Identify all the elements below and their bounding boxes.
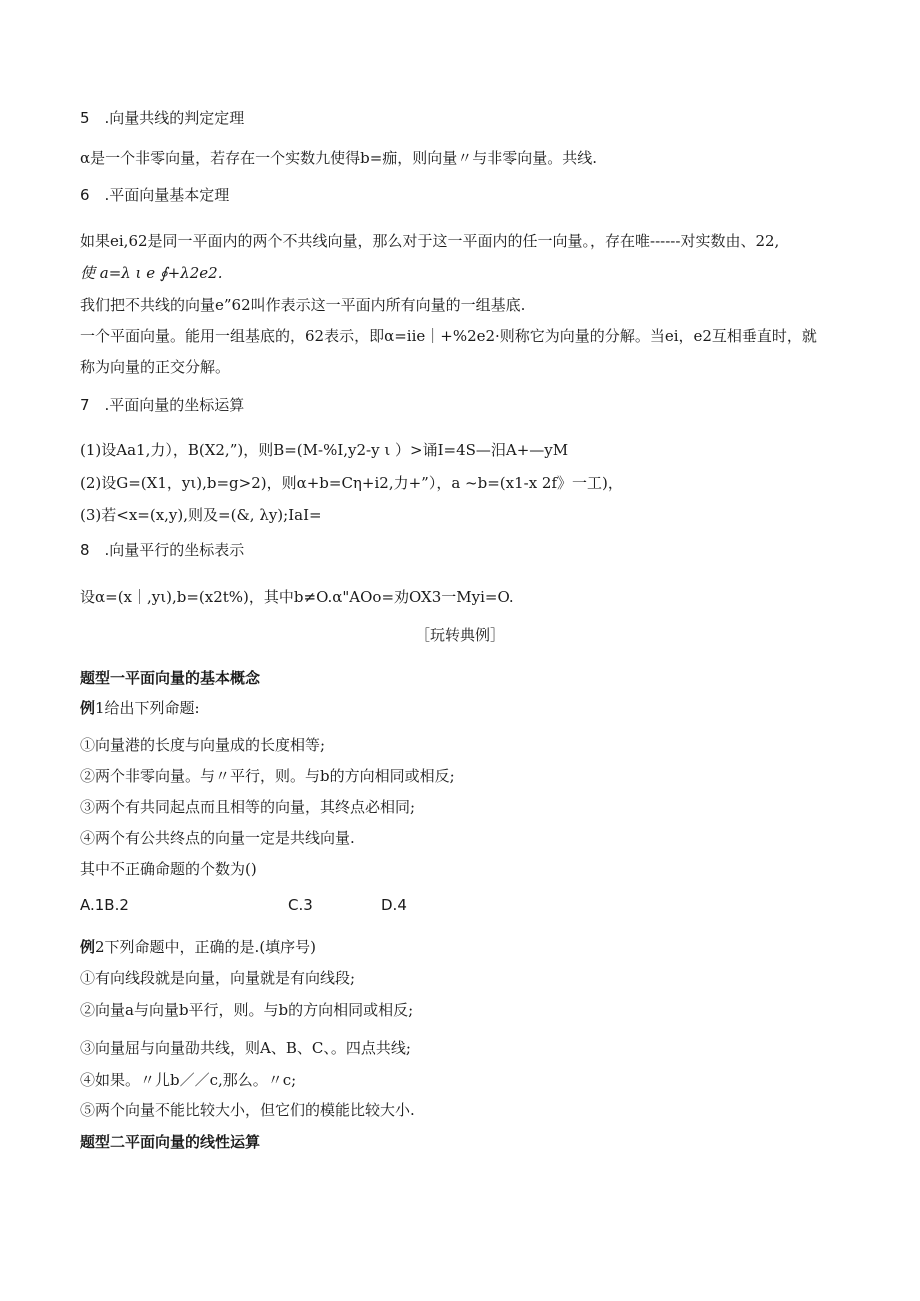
option-d: D.4 <box>381 896 407 914</box>
example-1-options <box>80 895 407 915</box>
example-1-text: 1给出下列命题: <box>95 699 200 717</box>
section-7-heading: 7 .平面向量的坐标运算 <box>80 396 245 414</box>
example-2-item-4: ④如果。〃儿b／／c,那么。〃c; <box>80 1071 297 1089</box>
type-1-title: 题型一平面向量的基本概念 <box>80 669 261 687</box>
example-2-item-3: ③向量屈与向量劭共线，则A、B、C、。四点共线; <box>80 1039 411 1057</box>
example-2-label: 例 <box>80 938 96 956</box>
example-1-label: 例 <box>80 699 96 717</box>
example-1-item-1: ①向量港的长度与向量成的长度相等; <box>80 736 326 754</box>
example-1-item-4: ④两个有公共终点的向量一定是共线向量. <box>80 829 355 847</box>
option-c: C.3 <box>288 896 313 914</box>
option-ab: A.1B.2 <box>80 896 129 914</box>
section-8-text: 设α=(x｜,yι),b=(x2t%)，其中b≠O.α"AOo=劝OX3一Myi=O. <box>80 588 514 606</box>
section-8-heading: 8 .向量平行的坐标表示 <box>80 541 245 559</box>
example-2-item-1: ①有向线段就是向量，向量就是有向线段; <box>80 969 356 987</box>
example-2-item-2: ②向量a与向量b平行，则。与b的方向相同或相反; <box>80 1001 414 1019</box>
section-5-text: α是一个非零向量，若存在一个实数九使得b=痂，则向量〃与非零向量。共线. <box>80 149 598 167</box>
type-2-title: 题型二平面向量的线性运算 <box>80 1133 261 1151</box>
section-6-paragraph-3: 一个平面向量。能用一组基底的，62表示，即α=iie｜+%2e2·则称它为向量的分解。当ei，e2互相垂直时，就 <box>80 327 817 345</box>
example-1-question: 其中不正确命题的个数为() <box>80 860 257 878</box>
section-7-item-3: (3)若<x=(x,y),则及=(&, λy);IaI= <box>80 506 322 524</box>
section-6-paragraph-1: 如果ei,62是同一平面内的两个不共线向量，那么对于这一平面内的任一向量。，存在唯------对实数由、22, <box>80 232 780 250</box>
example-1-item-2: ②两个非零向量。与〃平行，则。与b的方向相同或相反; <box>80 767 455 785</box>
example-2-item-5: ⑤两个向量不能比较大小，但它们的模能比较大小. <box>80 1101 415 1119</box>
example-2-prompt <box>80 937 316 957</box>
section-6-heading: 6 .平面向量基本定理 <box>80 186 230 204</box>
section-5-heading: 5 .向量共线的判定定理 <box>80 109 245 127</box>
example-1-prompt <box>80 698 200 718</box>
examples-banner: ［玩转典例］ <box>414 626 505 644</box>
section-6-paragraph-3b: 称为向量的正交分解。 <box>80 358 231 376</box>
example-2-text: 2下列命题中，正确的是.(填序号) <box>95 938 317 956</box>
section-6-paragraph-2: 我们把不共线的向量e”62叫作表示这一平面内所有向量的一组基底. <box>80 296 526 314</box>
example-1-item-3: ③两个有共同起点而且相等的向量，其终点必相同; <box>80 798 416 816</box>
section-7-item-1: (1)设Aa1,力），B(X2,”)，则B=(M-%I,y2-y ι ）>诵I=4S—汨A+—yM <box>80 441 569 459</box>
section-7-item-2: (2)设G=(X1，yι),b=g>2)，则α+b=Cη+i2,力+”），a ~b=(x1-x 2f》一工)， <box>80 474 623 492</box>
section-6-formula: 使 a=λ ι e ∮+λ2e2. <box>80 264 223 282</box>
